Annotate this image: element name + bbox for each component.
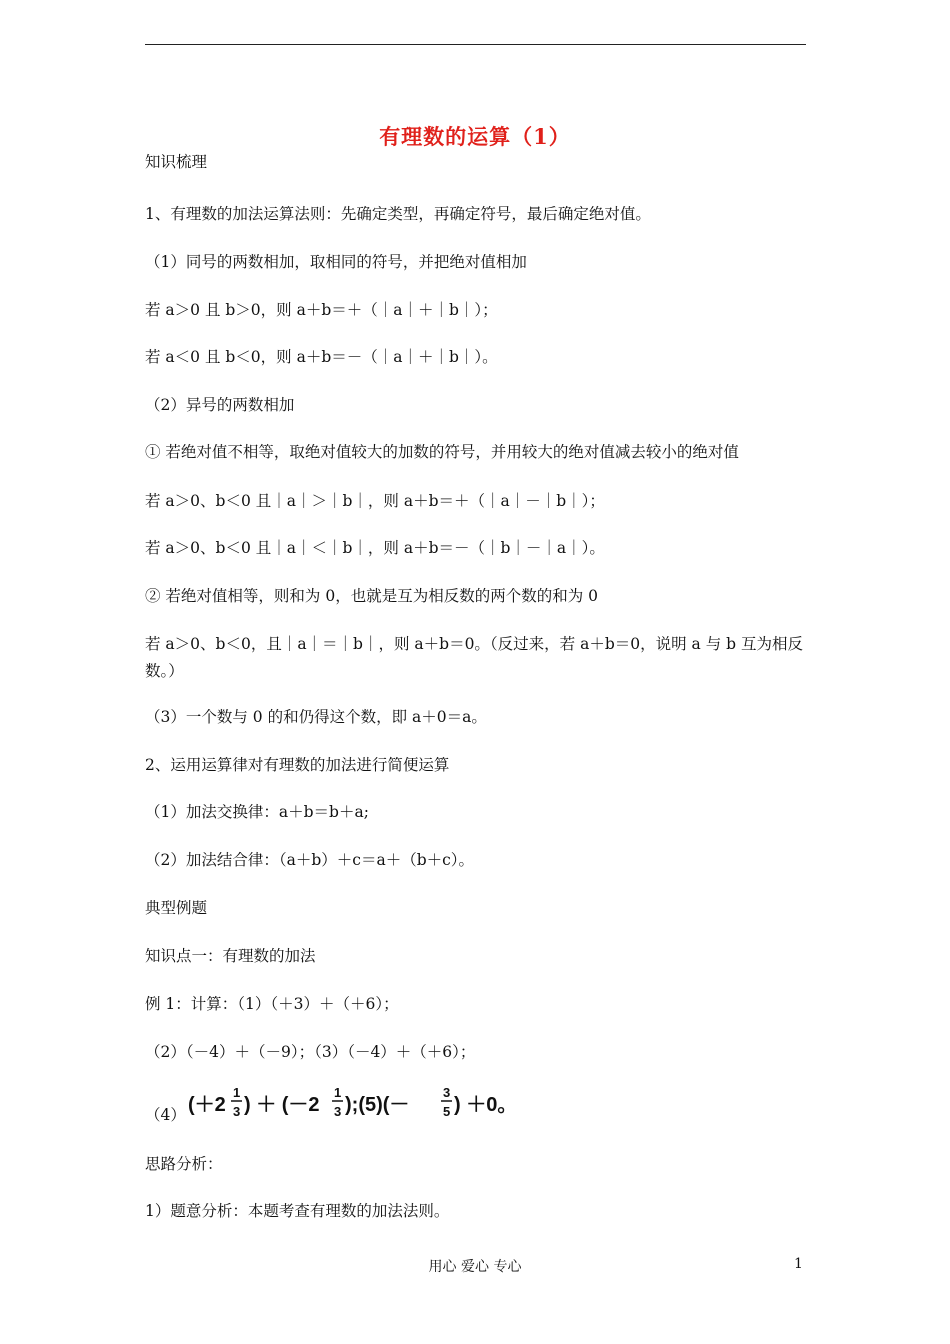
math-frac2-den: 3 xyxy=(334,1104,342,1119)
paragraph: ② 若绝对值相等，则和为 0，也就是互为相反数的两个数的和为 0 xyxy=(145,587,599,605)
math-frac2-num: 1 xyxy=(334,1085,342,1100)
math-open-paren: (＋2 xyxy=(188,1094,226,1116)
paragraph: 若 a＜0 且 b＜0，则 a＋b＝－（｜a｜＋｜b｜）。 xyxy=(145,348,498,366)
math-frac1-num: 1 xyxy=(233,1085,241,1100)
page-number: 1 xyxy=(794,1256,803,1272)
paragraph: 1）题意分析：本题考查有理数的加法法则。 xyxy=(145,1202,450,1220)
paragraph: 1、有理数的加法运算法则：先确定类型，再确定符号，最后确定绝对值。 xyxy=(145,205,651,223)
math-frac3-num: 3 xyxy=(443,1085,451,1100)
paragraph: 若 a＞0、b＜0 且｜a｜＞｜b｜，则 a＋b＝＋（｜a｜－｜b｜）； xyxy=(145,492,605,510)
math-frac3-den: 5 xyxy=(443,1104,451,1119)
paragraph: （1）同号的两数相加，取相同的符号，并把绝对值相加 xyxy=(145,253,527,271)
paragraph: ① 若绝对值不相等，取绝对值较大的加数的符号，并用较大的绝对值减去较小的绝对值 xyxy=(145,443,739,461)
header-rule xyxy=(145,44,806,45)
math-expression xyxy=(188,1078,518,1128)
math-tail: ) ＋0。 xyxy=(454,1094,518,1116)
math-frac1-den: 3 xyxy=(233,1104,241,1119)
page-title: 有理数的运算（1） xyxy=(379,124,571,149)
paragraph: （2）加法结合律：（a＋b）＋c＝a＋（b＋c）。 xyxy=(145,851,475,869)
paragraph: 2、运用运算律对有理数的加法进行简便运算 xyxy=(145,756,450,774)
paragraph: 例 1：计算：（1）（＋3）＋（＋6）； xyxy=(145,995,399,1013)
section-heading: 思路分析： xyxy=(145,1155,223,1173)
paragraph: （4） xyxy=(145,1106,186,1124)
paragraph: 若 a＞0 且 b＞0，则 a＋b＝＋（｜a｜＋｜b｜）； xyxy=(145,301,498,319)
section-heading: 典型例题 xyxy=(145,899,208,917)
footer-text: 用心 爱心 专心 xyxy=(428,1259,522,1275)
section-heading: 知识梳理 xyxy=(145,153,208,171)
paragraph: 若 a＞0、b＜0，且｜a｜＝｜b｜，则 a＋b＝0。（反过来，若 a＋b＝0，说明 a 与 b 互为相反数。） xyxy=(145,635,804,680)
math-middle-1: ) ＋ (－2 xyxy=(244,1094,320,1116)
paragraph: （2）（－4）＋（－9）；（3）（－4）＋（＋6）； xyxy=(145,1043,476,1061)
paragraph: （3）一个数与 0 的和仍得这个数，即 a＋0＝a。 xyxy=(145,708,487,726)
paragraph: 若 a＞0、b＜0 且｜a｜＜｜b｜，则 a＋b＝－（｜b｜－｜a｜）。 xyxy=(145,539,605,557)
paragraph: （1）加法交换律：a＋b＝b＋a; xyxy=(145,803,369,821)
paragraph: （2）异号的两数相加 xyxy=(145,396,295,414)
paragraph: 知识点一：有理数的加法 xyxy=(145,947,316,965)
math-middle-2: );(5)(－ xyxy=(345,1094,410,1116)
